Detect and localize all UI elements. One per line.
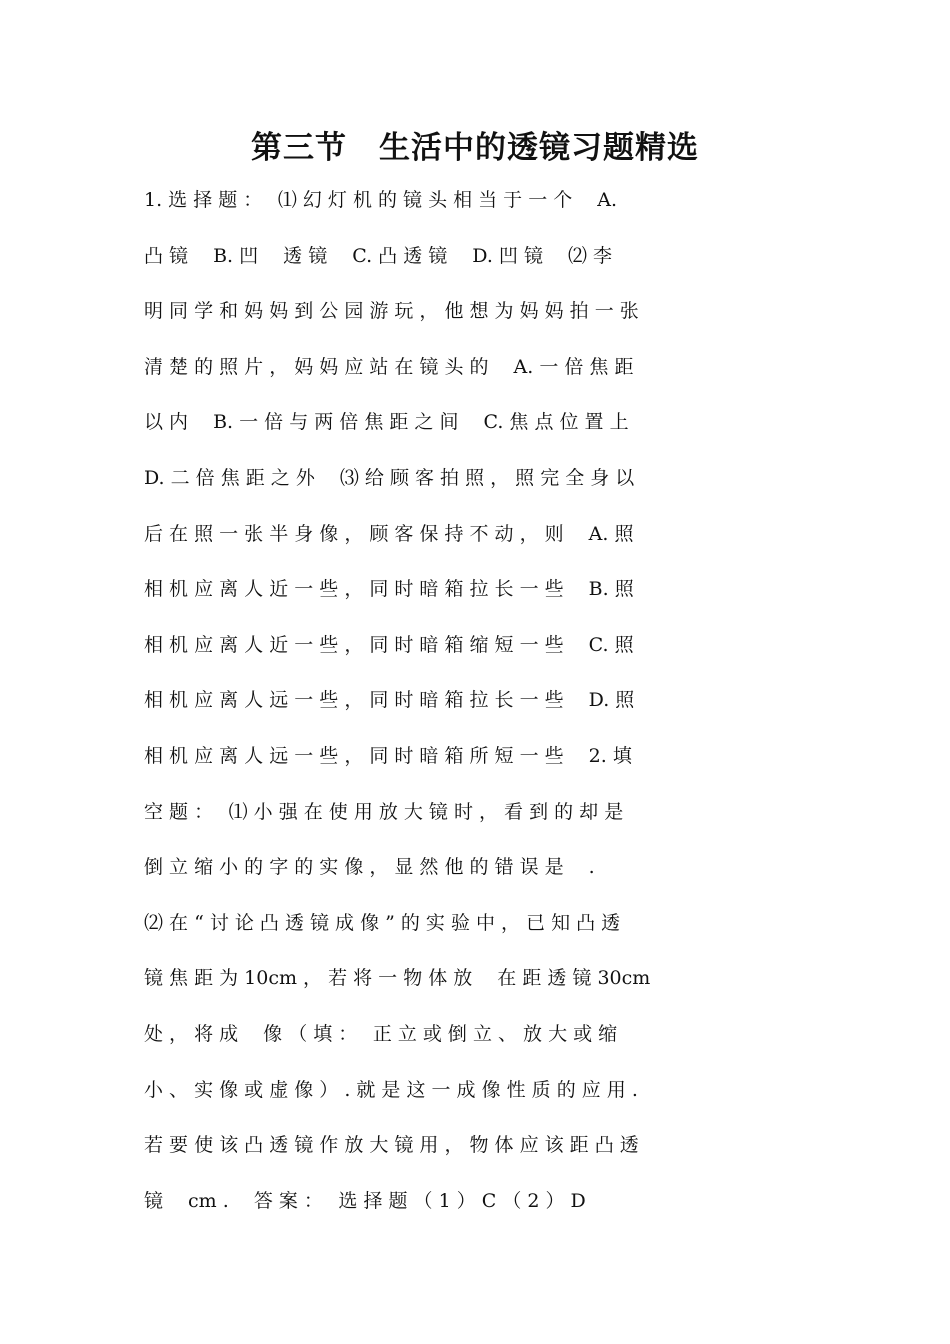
text-line: ⑵ 在 “ 讨 论 凸 透 镜 成 像 ” 的 实 验 中 ， 已 知 凸 透	[144, 911, 621, 934]
text-line: 相 机 应 离 人 近 一 些 ， 同 时 暗 箱 拉 长 一 些 B. 照	[144, 578, 634, 601]
text-line: 倒 立 缩 小 的 字 的 实 像 ， 显 然 他 的 错 误 是 .	[144, 856, 595, 879]
text-line: 1. 选 择 题 ： ⑴ 幻 灯 机 的 镜 头 相 当 于 一 个 A.	[144, 189, 618, 211]
text-line: 相 机 应 离 人 近 一 些 ， 同 时 暗 箱 缩 短 一 些 C. 照	[144, 633, 634, 656]
text-line: 清 楚 的 照 片 ， 妈 妈 应 站 在 镜 头 的 A. 一 倍 焦 距	[144, 355, 634, 378]
text-line: 相 机 应 离 人 远 一 些 ， 同 时 暗 箱 所 短 一 些 2. 填	[144, 745, 632, 767]
text-line: 镜 cm . 答 案 ： 选 择 题 （ 1 ） C （ 2 ） D	[144, 1189, 586, 1212]
text-line: 明 同 学 和 妈 妈 到 公 园 游 玩 ， 他 想 为 妈 妈 拍 一 张	[144, 300, 639, 323]
text-line: 若 要 使 该 凸 透 镜 作 放 大 镜 用 ， 物 体 应 该 距 凸 透	[144, 1134, 639, 1157]
text-line: 以 内 B. 一 倍 与 两 倍 焦 距 之 间 C. 焦 点 位 置 上	[144, 411, 629, 434]
text-line: D. 二 倍 焦 距 之 外 ⑶ 给 顾 客 拍 照 ， 照 完 全 身 以	[144, 467, 635, 489]
text-line: 后 在 照 一 张 半 身 像 ， 顾 客 保 持 不 动 ， 则 A. 照	[144, 522, 634, 545]
text-line: 小 、 实 像 或 虚 像 ） . 就 是 这 一 成 像 性 质 的 应 用 .	[144, 1078, 638, 1101]
text-line: 凸 镜 B. 凹 透 镜 C. 凸 透 镜 D. 凹 镜 ⑵ 李	[144, 244, 613, 267]
text-line: 镜 焦 距 为 10cm ， 若 将 一 物 体 放 在 距 透 镜 30cm	[144, 967, 651, 990]
page-title: 第三节 生活中的透镜习题精选	[251, 130, 699, 166]
text-line: 相 机 应 离 人 远 一 些 ， 同 时 暗 箱 拉 长 一 些 D. 照	[144, 689, 635, 712]
text-line: 处 ， 将 成 像 （ 填 ： 正 立 或 倒 立 、 放 大 或 缩	[144, 1023, 618, 1045]
text-line: 空 题 ： ⑴ 小 强 在 使 用 放 大 镜 时 ， 看 到 的 却 是	[144, 800, 624, 823]
